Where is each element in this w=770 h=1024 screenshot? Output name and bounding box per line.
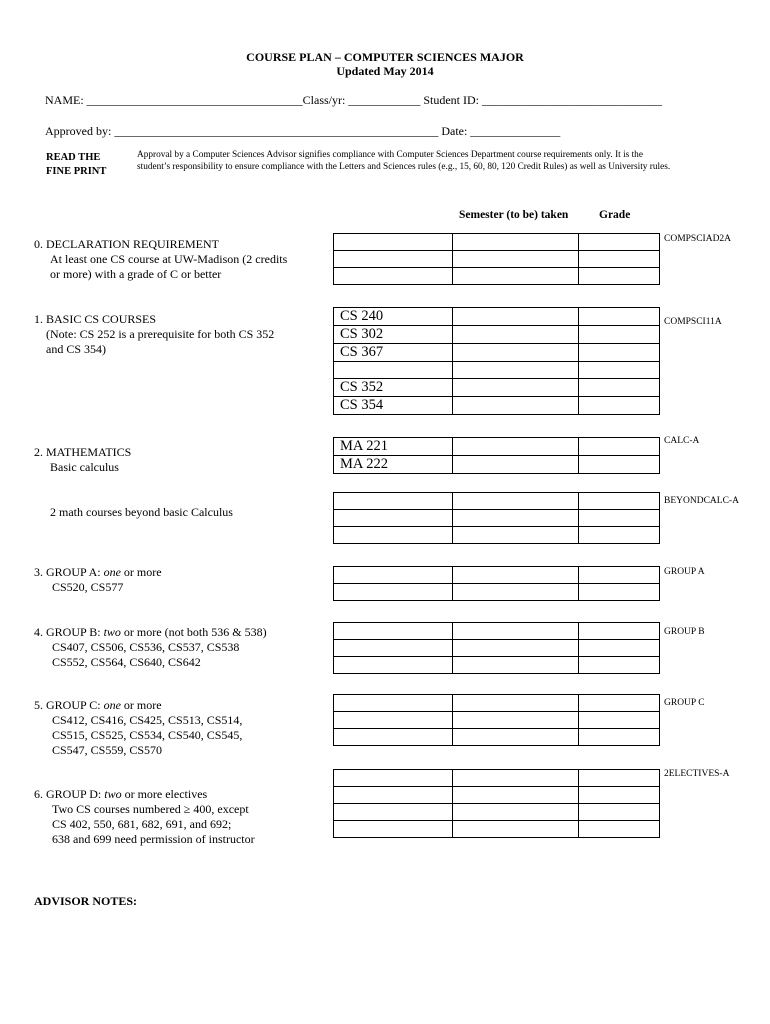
fine-print-text-1: Approval by a Computer Sciences Advisor signifies compliance with Computer Sciences Department course requirements only. It is the [137, 150, 643, 160]
section-2b-tag: BEYONDCALC-A [664, 496, 739, 506]
fine-print-label-1: READ THE [46, 152, 101, 163]
section-5-line-2: CS412, CS416, CS425, CS513, CS514, [52, 713, 243, 727]
course-cs240: CS 240 [334, 308, 453, 326]
section-2-tag: CALC-A [664, 436, 700, 446]
section-6-line-2: Two CS courses numbered ≥ 400, except [52, 802, 249, 816]
section-0-line-3: or more) with a grade of C or better [50, 267, 222, 281]
course-cs302: CS 302 [334, 326, 453, 344]
semester-column-header: Semester (to be) taken [459, 209, 569, 221]
section-6-grid[interactable] [333, 769, 660, 838]
section-5-line-4: CS547, CS559, CS570 [52, 743, 163, 757]
section-0-grid[interactable] [333, 233, 660, 285]
section-5-line-3: CS515, CS525, CS534, CS540, CS545, [52, 728, 243, 742]
course-ma222: MA 222 [334, 456, 453, 474]
section-6-title: 6. GROUP D: two or more electives [34, 787, 208, 801]
section-2b-grid[interactable] [333, 492, 660, 544]
section-5-grid[interactable] [333, 694, 660, 746]
section-3-line-2: CS520, CS577 [52, 580, 124, 594]
course-cs367: CS 367 [334, 344, 453, 362]
section-4-line-2: CS407, CS506, CS536, CS537, CS538 [52, 640, 240, 654]
section-1-line-2: (Note: CS 252 is a prerequisite for both CS 352 [46, 327, 275, 341]
course-cs352: CS 352 [334, 379, 453, 397]
section-2-line-2: Basic calculus [50, 460, 119, 474]
grade-column-header: Grade [599, 209, 631, 221]
approved-date-line[interactable]: Approved by: ______________________________________________________ Date: _______________ [45, 124, 561, 138]
section-5-title: 5. GROUP C: one or more [34, 698, 162, 712]
section-1-title: 1. BASIC CS COURSES [34, 312, 157, 326]
section-4-grid[interactable] [333, 622, 660, 674]
section-1-tag: COMPSCI11A [664, 317, 722, 327]
section-6-line-4: 638 and 699 need permission of instructor [52, 832, 255, 846]
section-6-tag: 2ELECTIVES-A [664, 769, 730, 779]
page-subtitle: Updated May 2014 [336, 64, 434, 78]
section-2-grid[interactable] [333, 437, 660, 474]
section-1-grid[interactable] [333, 307, 660, 415]
section-0-line-2: At least one CS course at UW-Madison (2 credits [50, 252, 288, 266]
name-class-id-line[interactable]: NAME: ____________________________________Class/yr: ____________ Student ID: ______________________________ [45, 93, 662, 107]
section-3-grid[interactable] [333, 566, 660, 601]
section-4-title: 4. GROUP B: two or more (not both 536 & 538) [34, 625, 267, 639]
course-ma221: MA 221 [334, 438, 453, 456]
page-title: COURSE PLAN – COMPUTER SCIENCES MAJOR [246, 50, 524, 64]
section-1-line-3: and CS 354) [46, 342, 106, 356]
section-6-line-3: CS 402, 550, 681, 682, 691, and 692; [52, 817, 232, 831]
section-4-tag: GROUP B [664, 627, 705, 637]
section-4-line-3: CS552, CS564, CS640, CS642 [52, 655, 201, 669]
fine-print-text-2: student’s responsibility to ensure compliance with the Letters and Sciences rules (e.g., 15, 60, 80, 120 Credit Rules) as well as University rules. [137, 162, 671, 172]
section-0-title: 0. DECLARATION REQUIREMENT [34, 237, 219, 251]
section-3-tag: GROUP A [664, 567, 705, 577]
advisor-notes-label: ADVISOR NOTES: [34, 894, 138, 908]
fine-print-label-2: FINE PRINT [46, 166, 107, 177]
section-2-title: 2. MATHEMATICS [34, 445, 132, 459]
section-0-tag: COMPSCIAD2A [664, 234, 732, 244]
section-2b-title: 2 math courses beyond basic Calculus [50, 505, 233, 519]
section-5-tag: GROUP C [664, 698, 705, 708]
course-cs354: CS 354 [334, 397, 453, 415]
section-3-title: 3. GROUP A: one or more [34, 565, 162, 579]
